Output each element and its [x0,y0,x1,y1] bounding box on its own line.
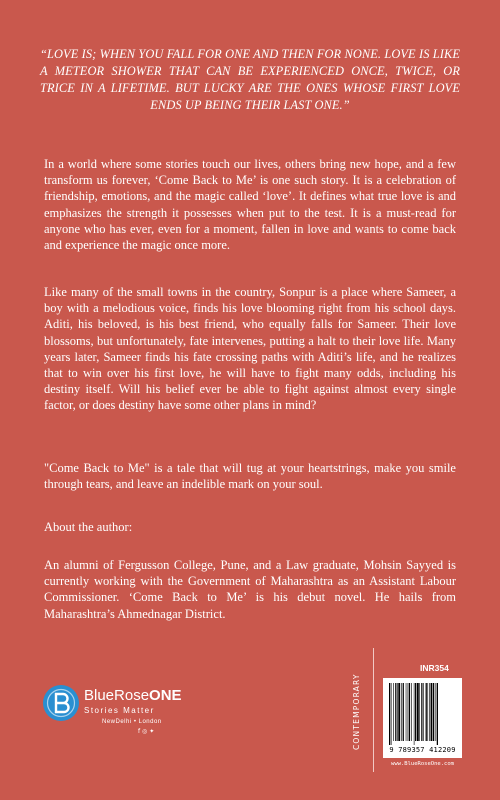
publisher-tagline: Stories Matter [84,706,155,715]
publisher-name: BlueRoseONE [84,687,182,704]
twitter-icon: ✦ [149,728,155,735]
genre-label: CONTEMPORARY [352,673,361,751]
synopsis-paragraph-2: Like many of the small towns in the country, Sonpur is a place where Sameer, a boy with a melodious voice, finds his love blooming right from his school days. Aditi, his beloved, is his best friend, who equally falls for Sameer. Their love blossoms, but unfortunately, fate intervenes, putting a halt to their love life. Many years later, Sameer finds his fate crossing paths with Aditi’s life, and he realizes that to win over his first love, he will have to fight many odds, including his destiny itself. Will his belief ever be able to fight against almost every single factor, or does destiny have some other plans in mind? [44,285,456,413]
cover-quote: “LOVE IS; WHEN YOU FALL FOR ONE AND THEN FOR NONE. LOVE IS LIKE A METEOR SHOWER THAT CAN BE EXPERIENCED ONCE, TWICE, OR TRICE IN A LIFETIME. BUT LUCKY ARE THE ONES WHOSE FIRST LOVE ENDS UP BEING THEIR LAST ONE.” [40,47,460,112]
bluerose-logo-icon [42,684,80,722]
about-author-heading: About the author: [44,520,133,534]
isbn-number: 9 789357 412209 [389,746,456,754]
price-label: INR354 [420,663,449,673]
publisher-logo [42,684,202,744]
synopsis-paragraph-1: In a world where some stories touch our lives, others bring new hope, and a few transform us forever, ‘Come Back to Me’ is one such story. It is a celebration of friendship, emotions, and the magic called ‘love’. It defines what true love is and emphasizes the strength it possesses when put to the test. It is a must-read for anyone who has ever, even for a moment, fallen in love and wants to come back and experience the magic once more. [44,157,456,253]
publisher-locations: NewDelhi • London [102,719,162,725]
social-icons [138,728,154,735]
publisher-website: www.BlueRoseOne.com [391,761,454,767]
divider-line [373,648,374,772]
synopsis-paragraph-3: "Come Back to Me" is a tale that will tug at your heartstrings, make you smile through tears, and leave an indelible mark on your soul. [44,461,456,492]
barcode-graphic [388,683,457,745]
facebook-icon: f [138,728,141,735]
instagram-icon: ◎ [142,728,148,735]
about-author-paragraph: An alumni of Fergusson College, Pune, and a Law graduate, Mohsin Sayyed is currently working with the Government of Maharashtra as an Assistant Labour Commissioner. ‘Come Back to Me’ is his debut novel. He hails from Maharashtra’s Ahmednagar District. [44,558,456,621]
isbn-barcode [383,678,462,758]
